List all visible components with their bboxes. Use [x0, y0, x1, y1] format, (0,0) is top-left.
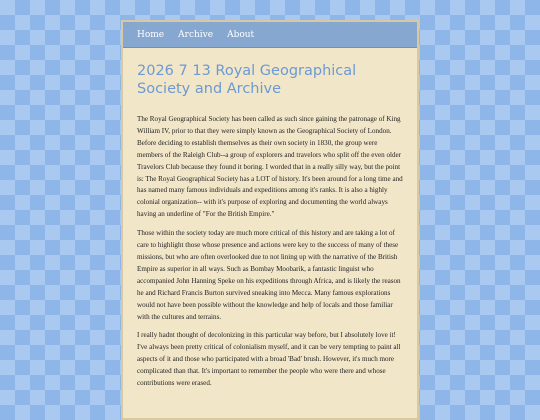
post-content [123, 48, 417, 390]
post-paragraph-3: I really hadnt thought of decolonizing in this particular way before, but I absolutely love it! I've always been pretty critical of colonialism myself, and it can be very tempting to paint all aspects of it and those who participated with a broad 'Bad' brush. However, it's much more complicated than that. It's important to remember the people who were there and whose contributions were erased. [137, 331, 401, 388]
blog-page [121, 20, 419, 420]
top-nav [123, 22, 417, 48]
post-paragraph-2: Those within the society today are much more critical of this history and are taking a lot of care to highlight those whose presence and actions were key to the success of many of these missions, but who are often overlooked due to not lining up with the narrative of the British Empire as superior in all ways. Such as Bombay Moobarik, a fantastic linguist who accompanied John Hanning Speke on his expeditions through Africa, and is likely the reason he and Richard Francis Burton survived sneaking into Mecca. Many famous explorations would not have been possible without the knowledge and help of locals and those familiar with the cultures and terrains. [137, 229, 401, 321]
post-title: 2026 7 13 Royal Geographical Society and Archive [137, 63, 357, 97]
nav-archive-link[interactable]: Archive [178, 29, 214, 40]
post-paragraph-1: The Royal Geographical Society has been called as such since gaining the patronage of King William IV, prior to that they were simply known as the Geographical Society of London. Before deciding to establish themselves as their own society in 1830, the group were members of the Raleigh Club--a group of explorers and travelors who split off the even older Travelors Club because they found it boring. I worded that in a really silly way, but the point is: The Royal Geographical Society has a LOT of history. It's been around for a long time and has named many famous individuals and expeditions among it's ranks. It is also a highly colonial organization-- with it's purpose of exploring and documenting the world always having an underline of "For the British Empire." [137, 115, 403, 219]
nav-about-link[interactable]: About [227, 29, 255, 40]
nav-home-link[interactable]: Home [137, 29, 165, 40]
